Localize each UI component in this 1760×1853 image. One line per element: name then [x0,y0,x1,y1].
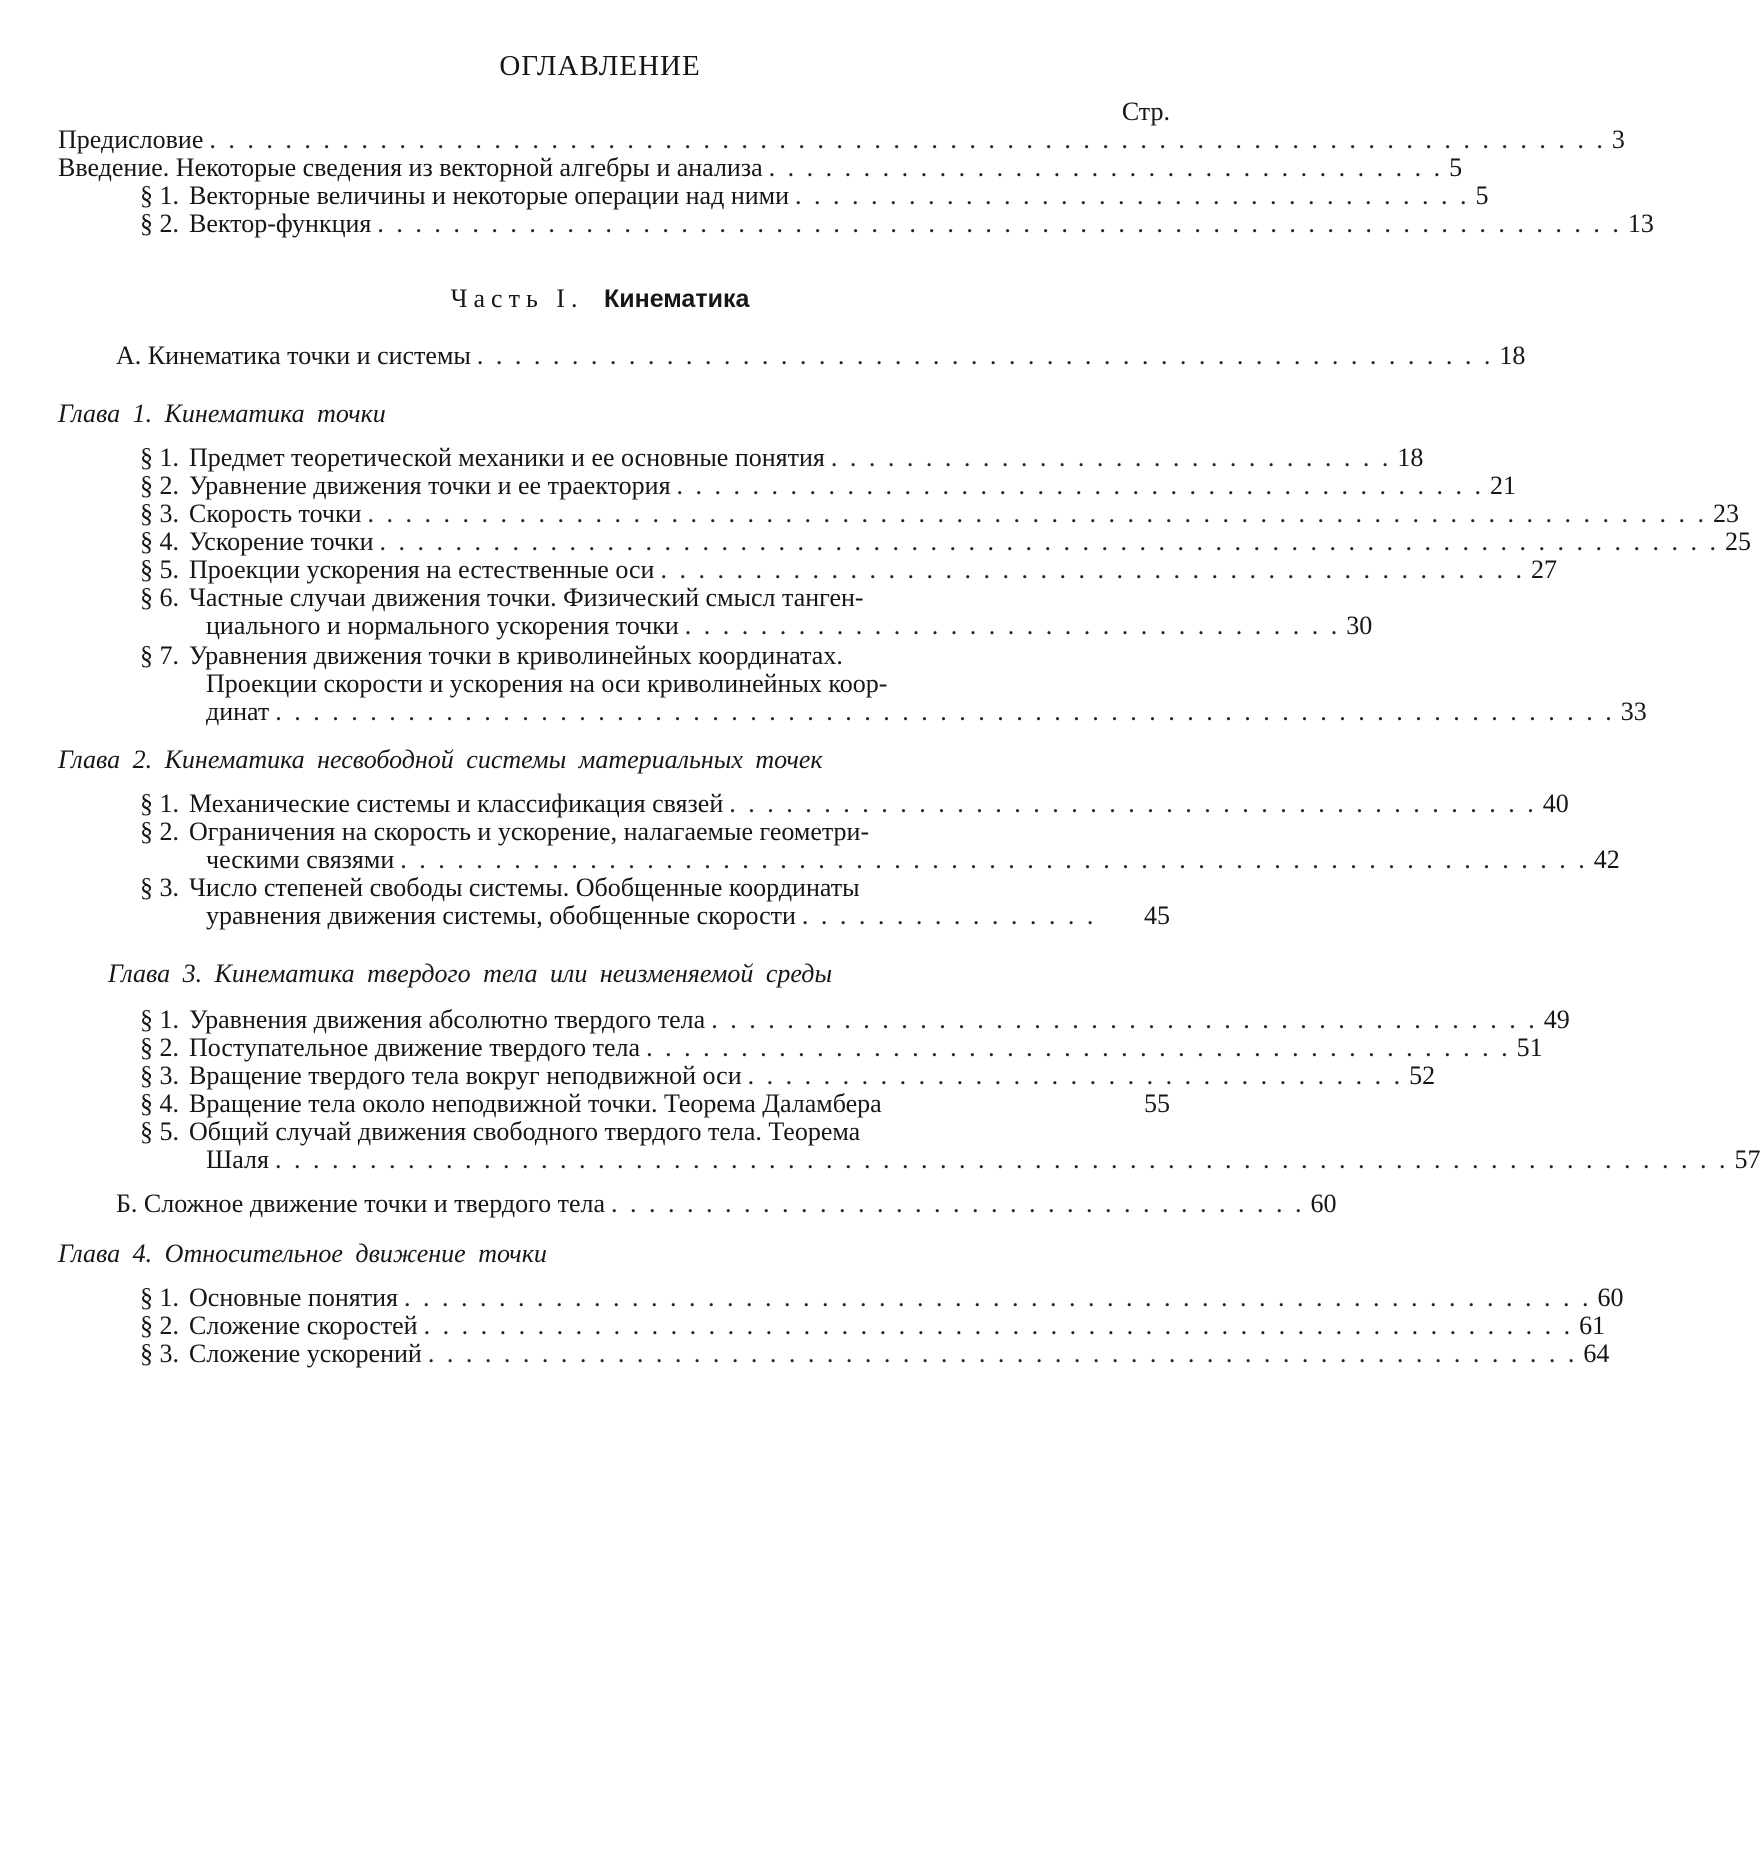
page-number: 55 [1144,1089,1170,1118]
leader-dots: . . . . . . . . . . . . . . . . . . . . . . . . . . . . . . . . . . . . . . . . . . . . . . . . . . . . . . . . . . . . . . . . . . . . . . . [379,527,1720,556]
page-number: 3 [1611,125,1625,154]
toc-entry[interactable]: § 1. Основные понятия . . . . . . . . . . . . . . . . . . . . . . . . . . . . . . . . . . . . . . . . . . . . . . . . . . . . . . . . . . . . . . . 60 [140,1283,1624,1312]
page-number: 33 [1620,697,1647,726]
page-number: 51 [1516,1033,1543,1062]
page-number: 60 [1310,1189,1337,1218]
page-number: 49 [1543,1005,1570,1034]
toc-entry[interactable]: § 4. Ускорение точки . . . . . . . . . . . . . . . . . . . . . . . . . . . . . . . . . . . . . . . . . . . . . . . . . . . . . . . . . . . . . . . . . . . . . . . 25 [140,527,1752,556]
page-number: 64 [1583,1339,1610,1368]
page-number: 45 [1144,901,1170,930]
leader-dots: . . . . . . . . . . . . . . . . . . . . . . . . . . . . . . . . . . . . . . . . . . . . . . . . . . . . . . . . . . . . . . . . . . . . . . . [367,499,1708,528]
page-number: 13 [1627,209,1654,238]
toc-entry-continuation[interactable]: динат . . . . . . . . . . . . . . . . . . . . . . . . . . . . . . . . . . . . . . . . . . . . . . . . . . . . . . . . . . . . . . . . . . . . . . . 33 [206,697,1647,726]
leader-dots: . . . . . . . . . . . . . . . . . . . . . . . . . . . . . . . . . . . . . . . . . . . . . . . . . . . . . . . . . . . . . [427,1339,1578,1368]
toc-entry-continuation[interactable]: ческими связями . . . . . . . . . . . . . . . . . . . . . . . . . . . . . . . . . . . . . . . . . . . . . . . . . . . . . . . . . . . . . . . 42 [206,845,1620,874]
leader-dots: . . . . . . . . . . . . . . . . . . . . . . . . . . . . . . . . . . . . . . . . . . . . . . . . . . . . . . . . . . . . . . . [403,1283,1592,1312]
part-heading: Часть I. Кинематика [450,284,750,313]
page-number: 27 [1530,555,1557,584]
toc-entry[interactable]: § 3. Вращение твердого тела вокруг неподвижной оси . . . . . . . . . . . . . . . . . . . . . . . . . . . . . . . . . . . 52 [140,1061,1436,1090]
leader-dots: . . . . . . . . . . . . . . . . . . . . . . . . . . . . . . . . . . . . . . . . . . . . . . . . . . . . . . . . . . . . . . . . . . . . . . . . . . [209,125,1606,154]
toc-entry-continuation[interactable]: циального и нормального ускорения точки . . . . . . . . . . . . . . . . . . . . . . . . . . . . . . . . . . . 30 [206,611,1373,640]
chapter-heading: Глава 2. Кинематика несвободной системы материальных точек [58,745,823,774]
leader-dots: . . . . . . . . . . . . . . . . . . . . . . . . . . . . . . . . . . . . . . . . . . . . . . . . . . . . . . [476,341,1494,370]
leader-dots: . . . . . . . . . . . . . . . . . . . . . . . . . . . . . . . . . . . [747,1061,1404,1090]
leader-dots: . . . . . . . . . . . . . . . . [801,901,1097,930]
toc-entry[interactable]: § 5. Общий случай движения свободного твердого тела. Теорема [140,1117,861,1146]
chapter-heading: Глава 1. Кинематика точки [58,399,386,428]
leader-dots: . . . . . . . . . . . . . . . . . . . . . . . . . . . . . . . . . . . . [768,153,1444,182]
toc-entry[interactable]: § 2. Ограничения на скорость и ускорение, налагаемые геометри- [140,817,870,846]
leader-dots: . . . . . . . . . . . . . . . . . . . . . . . . . . . . . . . . . . . [684,611,1341,640]
page-number: 21 [1490,471,1517,500]
leader-dots: . . . . . . . . . . . . . . . . . . . . . . . . . . . . . . . . . . . . [795,181,1470,210]
page-number: 57 [1734,1145,1760,1174]
page-number: 5 [1449,153,1463,182]
toc-entry-intro-section[interactable]: § 2. Вектор-функция . . . . . . . . . . . . . . . . . . . . . . . . . . . . . . . . . . . . . . . . . . . . . . . . . . . . . . . . . . . . . . . . . . 13 [140,209,1654,238]
leader-dots: . . . . . . . . . . . . . . . . . . . . . . . . . . . . . . . . . . . . . . . . . . . [676,471,1485,500]
page-number: 61 [1579,1311,1606,1340]
chapter-heading: Глава 3. Кинематика твердого тела или неизменяемой среды [108,959,833,988]
toc-title: ОГЛАВЛЕНИЕ [499,50,701,82]
leader-dots: . . . . . . . . . . . . . . . . . . . . . . . . . . . . . . . . . . . . . . . . . . . . . . [646,1033,1511,1062]
toc-entry-section-b[interactable]: Б. Сложное движение точки и твердого тела . . . . . . . . . . . . . . . . . . . . . . . . . . . . . . . . . . . . . 60 [116,1189,1337,1218]
toc-entry[interactable]: § 1. Механические системы и классификация связей . . . . . . . . . . . . . . . . . . . . . . . . . . . . . . . . . . . . . . . . . . . 40 [140,789,1569,818]
page-number: 30 [1346,611,1373,640]
page-number: 18 [1397,443,1424,472]
toc-entry-section-a[interactable]: А. Кинематика точки и системы . . . . . . . . . . . . . . . . . . . . . . . . . . . . . . . . . . . . . . . . . . . . . . . . . . . . . . 18 [116,341,1526,370]
leader-dots: . . . . . . . . . . . . . . . . . . . . . . . . . . . . . . . . . . . . . . . . . . . . . . . . . . . . . . . . . . . . . [423,1311,1574,1340]
leader-dots: . . . . . . . . . . . . . . . . . . . . . . . . . . . . . . . . . . . . . . . . . . . [729,789,1537,818]
toc-entry-preface[interactable]: Предисловие . . . . . . . . . . . . . . . . . . . . . . . . . . . . . . . . . . . . . . . . . . . . . . . . . . . . . . . . . . . . . . . . . . . . . . . . . . 3 [58,125,1625,154]
leader-dots: . . . . . . . . . . . . . . . . . . . . . . . . . . . . . . [830,443,1392,472]
page-number: 5 [1475,181,1489,210]
toc-entry-introduction[interactable]: Введение. Некоторые сведения из векторной алгебры и анализа . . . . . . . . . . . . . . . . . . . . . . . . . . . . . . . . . . . . 5 [58,153,1463,182]
page-number: 25 [1725,527,1752,556]
toc-entry-continuation[interactable]: Шаля . . . . . . . . . . . . . . . . . . . . . . . . . . . . . . . . . . . . . . . . . . . . . . . . . . . . . . . . . . . . . . . . . . . . . . . . . . . . . 57 [206,1145,1760,1174]
toc-entry-continuation: Проекции скорости и ускорения на оси криволинейных коор- [206,669,888,698]
toc-entry[interactable]: § 5. Проекции ускорения на естественные оси . . . . . . . . . . . . . . . . . . . . . . . . . . . . . . . . . . . . . . . . . . . . . . 27 [140,555,1557,584]
toc-entry[interactable]: § 7. Уравнения движения точки в криволинейных координатах. [140,641,843,670]
page-number: 40 [1542,789,1569,818]
page-number: 18 [1499,341,1526,370]
page-number: 52 [1409,1061,1436,1090]
toc-entry[interactable]: § 1. Предмет теоретической механики и ее основные понятия . . . . . . . . . . . . . . . . . . . . . . . . . . . . . . 18 [140,443,1424,472]
toc-entry[interactable]: § 2. Поступательное движение твердого тела . . . . . . . . . . . . . . . . . . . . . . . . . . . . . . . . . . . . . . . . . . . . . . 51 [140,1033,1543,1062]
leader-dots: . . . . . . . . . . . . . . . . . . . . . . . . . . . . . . . . . . . . . . . . . . . . . . . . . . . . . . . . . . . . . . . . . . . . . . . [275,697,1615,726]
page-number: 60 [1597,1283,1624,1312]
toc-entry-intro-section[interactable]: § 1. Векторные величины и некоторые операции над ними . . . . . . . . . . . . . . . . . . . . . . . . . . . . . . . . . . . . 5 [140,181,1489,210]
leader-dots: . . . . . . . . . . . . . . . . . . . . . . . . . . . . . . . . . . . . . . . . . . . . . . . . . . . . . . . . . . . . . . . [400,845,1588,874]
page-column-label: Стр. [1121,97,1170,126]
toc-entry-continuation[interactable]: уравнения движения системы, обобщенные скорости . . . . . . . . . . . . . . . . 45 [206,901,1170,930]
leader-dots: . . . . . . . . . . . . . . . . . . . . . . . . . . . . . . . . . . . . . . . . . . . . . . [660,555,1525,584]
page-number: 23 [1713,499,1740,528]
toc-entry[interactable]: § 1. Уравнения движения абсолютно твердого тела . . . . . . . . . . . . . . . . . . . . . . . . . . . . . . . . . . . . . . . . . . . . 49 [140,1005,1570,1034]
page-number: 42 [1593,845,1620,874]
leader-dots: . . . . . . . . . . . . . . . . . . . . . . . . . . . . . . . . . . . . . [611,1189,1305,1218]
leader-dots: . . . . . . . . . . . . . . . . . . . . . . . . . . . . . . . . . . . . . . . . . . . . [711,1005,1538,1034]
toc-entry[interactable]: § 3. Сложение ускорений . . . . . . . . . . . . . . . . . . . . . . . . . . . . . . . . . . . . . . . . . . . . . . . . . . . . . . . . . . . . . 64 [140,1339,1610,1368]
toc-entry[interactable]: § 3. Скорость точки . . . . . . . . . . . . . . . . . . . . . . . . . . . . . . . . . . . . . . . . . . . . . . . . . . . . . . . . . . . . . . . . . . . . . . . 23 [140,499,1740,528]
toc-entry[interactable]: § 2. Сложение скоростей . . . . . . . . . . . . . . . . . . . . . . . . . . . . . . . . . . . . . . . . . . . . . . . . . . . . . . . . . . . . . 61 [140,1311,1606,1340]
toc-entry[interactable]: § 6. Частные случаи движения точки. Физический смысл танген- [140,583,864,612]
toc-entry[interactable]: § 4. Вращение тела около неподвижной точки. Теорема Даламбера 55 [140,1089,1170,1118]
chapter-heading: Глава 4. Относительное движение точки [58,1239,547,1268]
leader-dots: . . . . . . . . . . . . . . . . . . . . . . . . . . . . . . . . . . . . . . . . . . . . . . . . . . . . . . . . . . . . . . . . . . [377,209,1622,238]
toc-entry[interactable]: § 3. Число степеней свободы системы. Обобщенные координаты [140,873,860,902]
leader-dots: . . . . . . . . . . . . . . . . . . . . . . . . . . . . . . . . . . . . . . . . . . . . . . . . . . . . . . . . . . . . . . . . . . . . . . . . . . . . . [274,1145,1729,1174]
toc-entry[interactable]: § 2. Уравнение движения точки и ее траектория . . . . . . . . . . . . . . . . . . . . . . . . . . . . . . . . . . . . . . . . . . . 21 [140,471,1517,500]
